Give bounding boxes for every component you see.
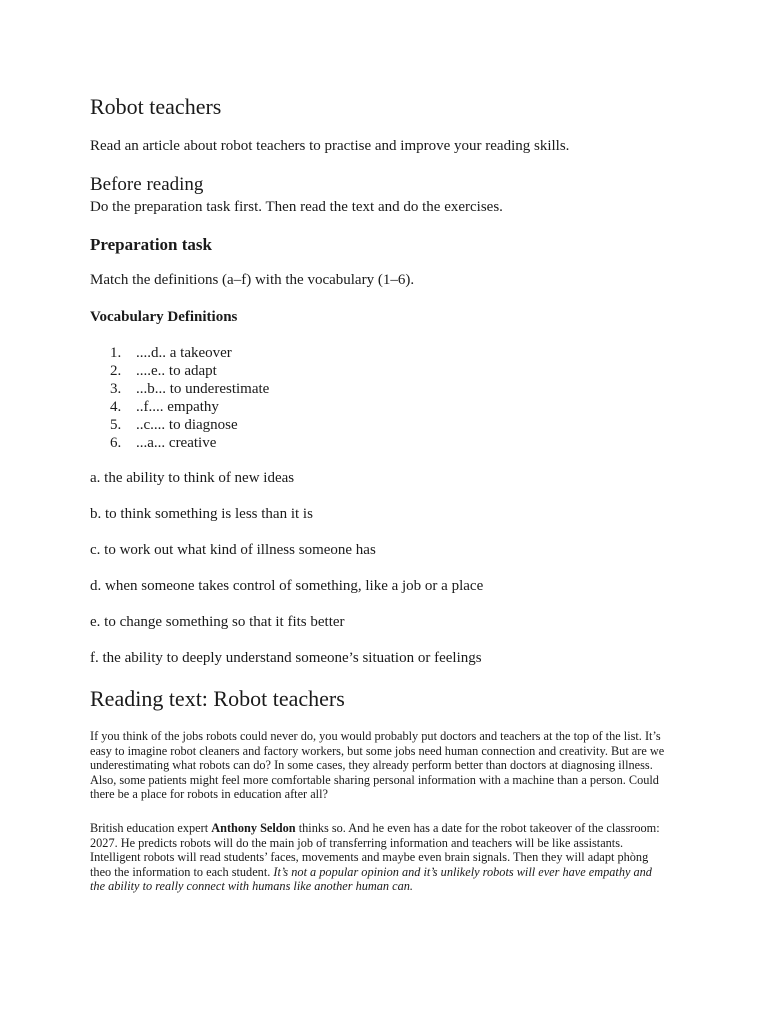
preparation-task-heading: Preparation task: [90, 235, 212, 254]
item-text: ..c.... to diagnose: [136, 417, 238, 433]
definition-c: c. to work out what kind of illness someone has: [90, 542, 376, 558]
reading-paragraph-2: [90, 821, 690, 894]
definition-b: b. to think something is less than it is: [90, 506, 313, 522]
line-text: British education expert: [90, 821, 212, 835]
before-reading-text: Do the preparation task first. Then read the text and do the exercises.: [90, 199, 503, 215]
vocabulary-item: [110, 416, 269, 434]
page-title: Robot teachers: [90, 94, 222, 119]
paragraph-line: Also, some patients might feel more comfortable sharing personal information with a machine than a person. Could: [90, 772, 659, 787]
vocabulary-list: [110, 344, 269, 452]
expert-name: Anthony Seldon: [211, 821, 296, 835]
preparation-instruction: Match the definitions (a–f) with the vocabulary (1–6).: [90, 272, 415, 288]
before-reading-heading: Before reading: [90, 174, 204, 195]
paragraph-line: underestimating what robots can do? In some cases, they already perform better than doctors at diagnosing illness.: [90, 758, 653, 773]
item-text: ....d.. a takeover: [136, 345, 232, 361]
definition-d: d. when someone takes control of something, like a job or a place: [90, 578, 484, 594]
line-text: thinks so. And he even has a date for the robot takeover of the classroom:: [295, 821, 660, 835]
definition-a: a. the ability to think of new ideas: [90, 470, 295, 486]
paragraph-line: [90, 879, 690, 894]
reading-paragraph-1: [90, 729, 690, 802]
item-number: 6.: [110, 435, 122, 451]
item-text: ...a... creative: [136, 435, 217, 451]
definition-e: e. to change something so that it fits better: [90, 614, 345, 630]
vocabulary-item: [110, 434, 269, 452]
item-number: 2.: [110, 363, 122, 379]
item-text: ....e.. to adapt: [136, 363, 217, 379]
italic-text: the ability to really connect with humans like another human can.: [90, 879, 413, 894]
vocabulary-item: [110, 362, 269, 380]
vocabulary-definitions-heading: Vocabulary Definitions: [90, 309, 238, 325]
item-number: 5.: [110, 417, 122, 433]
paragraph-line: [90, 821, 690, 836]
item-text: ...b... to underestimate: [136, 381, 270, 397]
item-number: 3.: [110, 381, 122, 397]
paragraph-line: there be a place for robots in education after all?: [90, 787, 328, 802]
item-number: 1.: [110, 345, 122, 361]
vocabulary-item: [110, 344, 269, 362]
reading-text-heading: Reading text: Robot teachers: [90, 686, 345, 711]
paragraph-line: easy to imagine robot cleaners and factory workers, but some jobs need human connection and creativity. But are we: [90, 743, 665, 758]
vocabulary-item: [110, 398, 269, 416]
intro-text: Read an article about robot teachers to practise and improve your reading skills.: [90, 138, 570, 154]
paragraph-line: [90, 865, 690, 880]
vocabulary-item: [110, 380, 269, 398]
paragraph-line: Intelligent robots will read students’ faces, movements and maybe even brain signals. Then they will adapt phòng: [90, 850, 649, 865]
italic-text: It’s not a popular opinion and it’s unlikely robots will ever have empathy and: [273, 864, 652, 879]
paragraph-line: If you think of the jobs robots could never do, you would probably put doctors and teachers at the top of the list. It’s: [90, 729, 661, 743]
line-text: theo the information to each student.: [90, 864, 274, 879]
item-number: 4.: [110, 399, 122, 415]
paragraph-line: 2027. He predicts robots will do the main job of transferring information and teachers will be like assistants.: [90, 835, 624, 850]
item-text: ..f.... empathy: [136, 399, 219, 415]
definition-f: f. the ability to deeply understand someone’s situation or feelings: [90, 650, 482, 666]
